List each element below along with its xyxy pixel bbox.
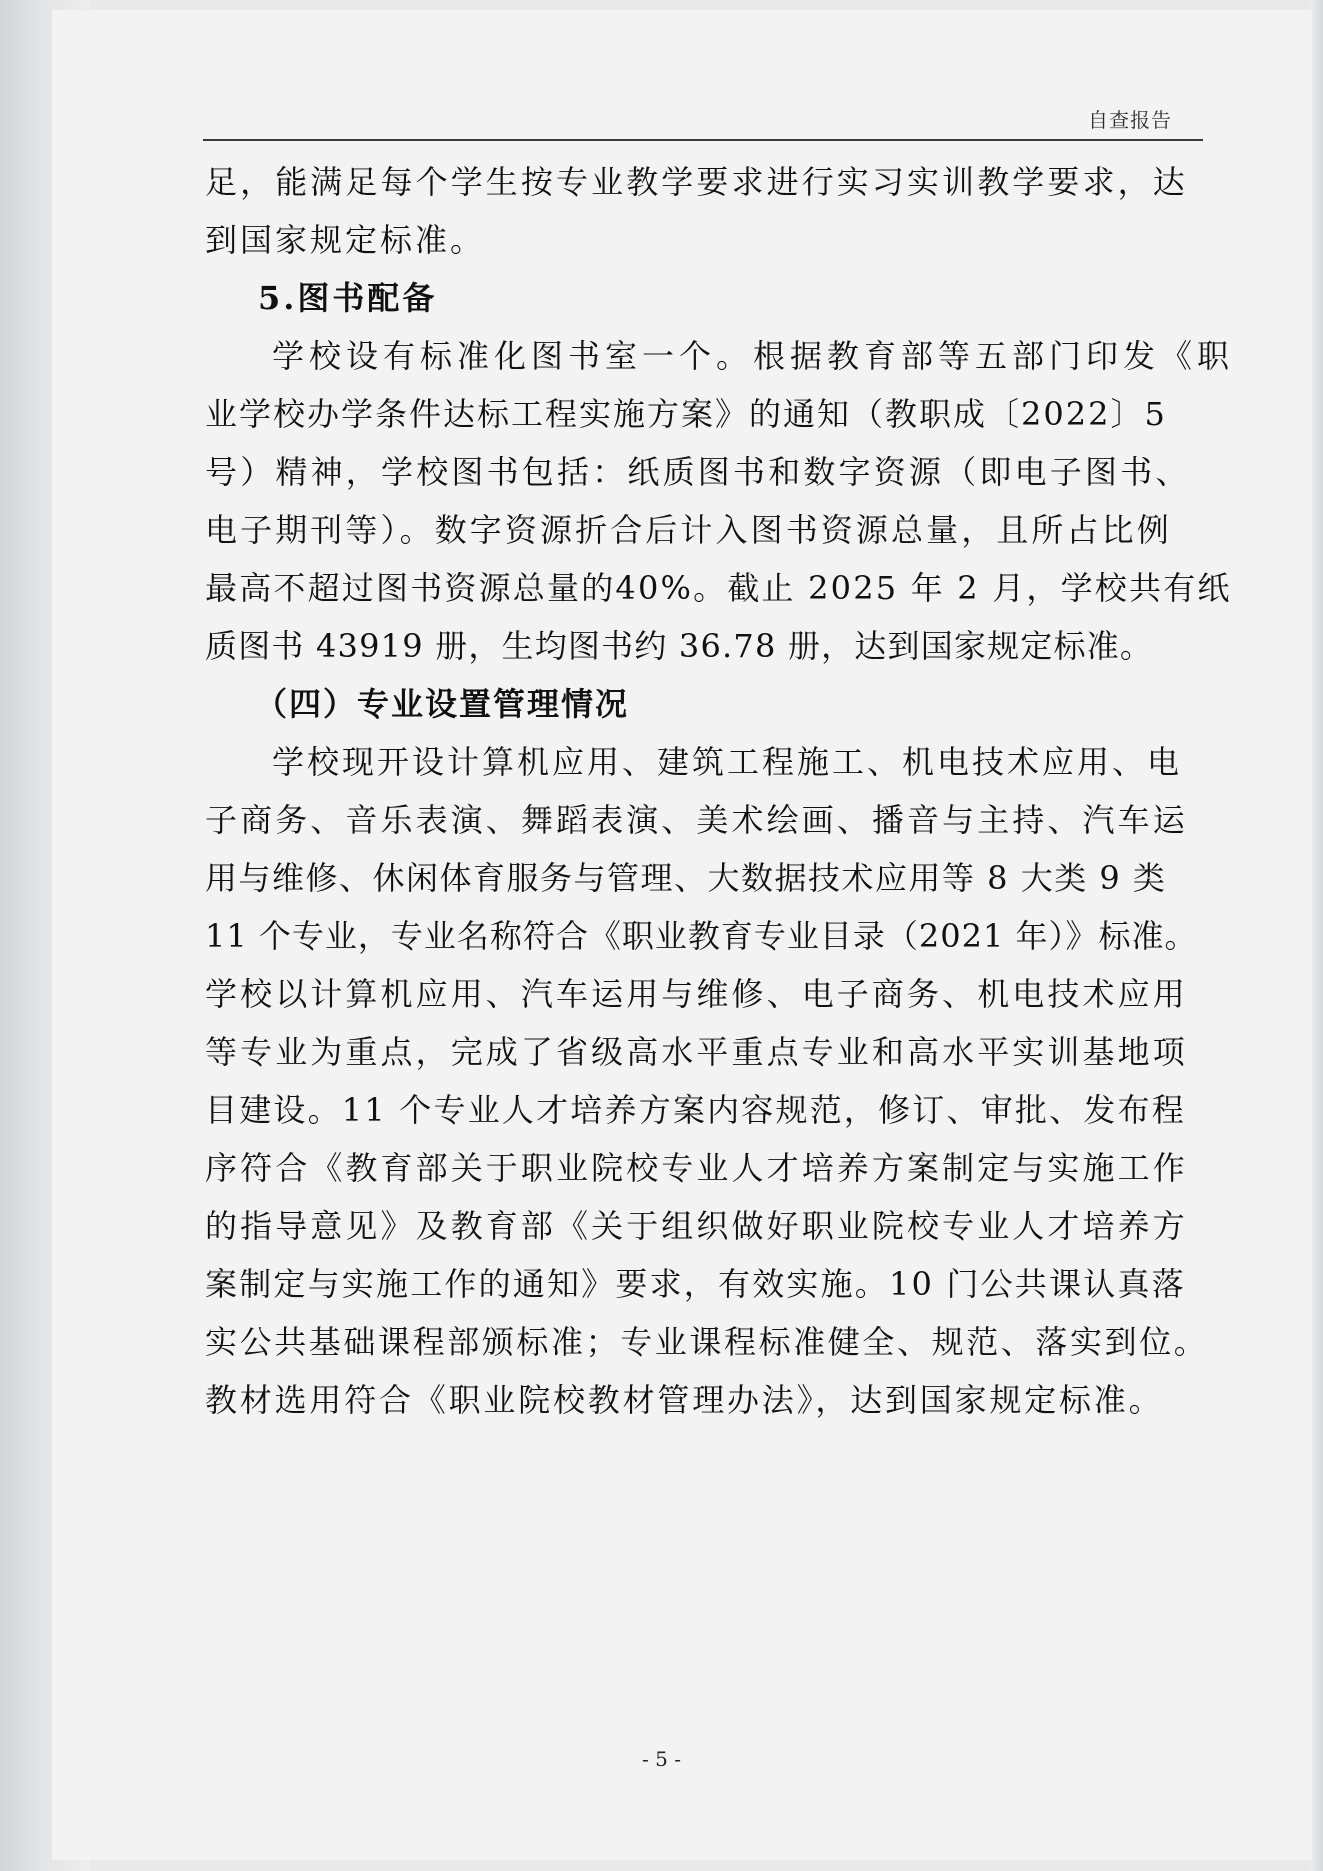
- text-line: [0, 1317, 1323, 1377]
- line-text: 实公共基础课程部颁标准；专业课程标准健全、规范、落实到位。: [205, 1323, 1209, 1361]
- running-header: 自查报告: [1088, 108, 1172, 132]
- text-line: [0, 911, 1323, 971]
- page-number: - 5 -: [642, 1747, 681, 1771]
- line-text: 质图书 43919 册，生均图书约 36.78 册，达到国家规定标准。: [205, 627, 1154, 665]
- text-line: [0, 215, 1323, 275]
- text-line: [0, 853, 1323, 913]
- text-line: [0, 1027, 1323, 1087]
- line-text: 子商务、音乐表演、舞蹈表演、美术绘画、播音与主持、汽车运: [205, 801, 1188, 839]
- text-line: [0, 1143, 1323, 1203]
- line-text: 目建设。11 个专业人才培养方案内容规范，修订、审批、发布程: [205, 1091, 1186, 1129]
- header-rule: [203, 139, 1203, 141]
- line-text: 足，能满足每个学生按专业教学要求进行实习实训教学要求，达: [205, 163, 1188, 201]
- line-text: 序符合《教育部关于职业院校专业人才培养方案制定与实施工作: [205, 1149, 1188, 1187]
- line-text: 教材选用符合《职业院校教材管理办法》，达到国家规定标准。: [205, 1381, 1164, 1419]
- text-line: [0, 331, 1323, 391]
- line-text: 号）精神，学校图书包括：纸质图书和数字资源（即电子图书、: [205, 453, 1191, 491]
- line-text: 的指导意见》及教育部《关于组织做好职业院校专业人才培养方: [205, 1207, 1188, 1245]
- text-line: [0, 505, 1323, 565]
- line-text: 学校现开设计算机应用、建筑工程施工、机电技术应用、电: [272, 743, 1183, 781]
- heading-text: （四）专业设置管理情况: [255, 685, 630, 723]
- line-text: 11 个专业，专业名称符合《职业教育专业目录（2021 年）》标准。: [205, 917, 1198, 955]
- section-heading: [0, 679, 1323, 739]
- text-line: [0, 563, 1323, 623]
- line-text: 案制定与实施工作的通知》要求，有效实施。10 门公共课认真落: [205, 1265, 1186, 1303]
- text-line: [0, 389, 1323, 449]
- line-text: 学校以计算机应用、汽车运用与维修、电子商务、机电技术应用: [205, 975, 1188, 1013]
- text-line: [0, 1375, 1323, 1435]
- text-line: [0, 1259, 1323, 1319]
- line-text: 等专业为重点，完成了省级高水平重点专业和高水平实训基地项: [205, 1033, 1188, 1071]
- text-line: [0, 447, 1323, 507]
- line-text: 最高不超过图书资源总量的40%。截止 2025 年 2 月，学校共有纸: [205, 569, 1232, 607]
- section-heading: [0, 273, 1323, 333]
- line-text: 业学校办学条件达标工程实施方案》的通知（教职成〔2022〕5: [205, 395, 1167, 433]
- line-text: 到国家规定标准。: [205, 221, 486, 259]
- text-line: [0, 737, 1323, 797]
- text-line: [0, 969, 1323, 1029]
- text-line: [0, 795, 1323, 855]
- line-text: 电子期刊等）。数字资源折合后计入图书资源总量，且所占比例: [205, 511, 1172, 549]
- heading-text: 5.图书配备: [258, 279, 438, 317]
- line-text: 学校设有标准化图书室一个。根据教育部等五部门印发《职: [272, 337, 1235, 375]
- text-line: [0, 1085, 1323, 1145]
- text-line: [0, 1201, 1323, 1261]
- line-text: 用与维修、休闲体育服务与管理、大数据技术应用等 8 大类 9 类: [205, 859, 1167, 897]
- text-line: [0, 157, 1323, 217]
- text-line: [0, 621, 1323, 681]
